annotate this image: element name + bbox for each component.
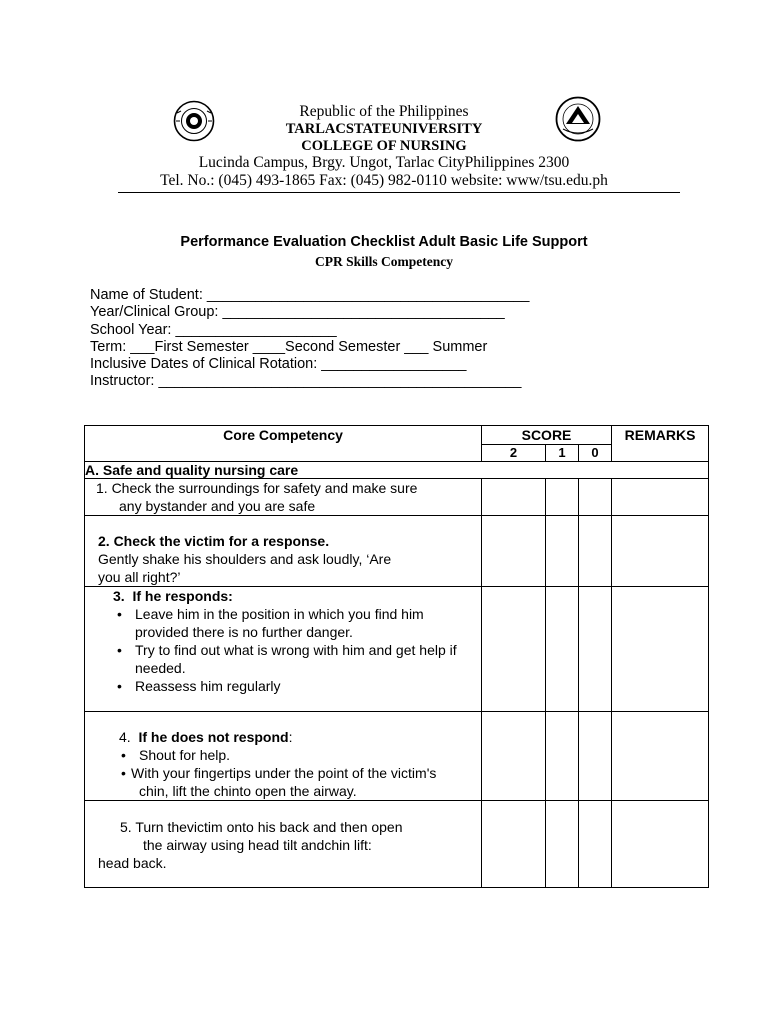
clinical-group-field[interactable]: Year/Clinical Group: ___________________________________ [90,304,505,320]
item-4-title: If he does not respond [138,729,289,745]
table-row [85,801,709,888]
item-1-score-0[interactable] [579,479,612,516]
item-1-remarks[interactable] [612,479,709,516]
rotation-dates-field[interactable]: Inclusive Dates of Clinical Rotation: __________________ [90,356,467,372]
student-name-field[interactable]: Name of Student: ________________________________________ [90,287,530,303]
item-3-title: If he responds: [132,588,233,604]
item-4-score-2[interactable] [482,712,546,801]
header-divider [118,192,680,193]
table-row [85,516,709,587]
item-4-bullet-1: • Shout for help. [117,746,481,764]
item-5-remarks[interactable] [612,801,709,888]
item-1-score-1[interactable] [546,479,579,516]
item-4-bullet-2-line1: • With your fingertips under the point of the victim's [131,765,437,781]
header-score: SCORE [482,426,612,445]
page-subtitle: CPR Skills Competency [315,254,453,269]
header-address: Lucinda Campus, Brgy. Ungot, Tarlac CityPhilippines 2300 [198,154,570,171]
item-3-bullet-2: • Try to find out what is wrong with him and get help if needed. [113,641,458,677]
item-4-bullet-2-line2: chin, lift the chinto open the airway. [139,783,357,799]
remarks-subheader [612,445,709,462]
item-3-bullet-3: • Reassess him regularly [113,677,458,695]
score-0-header: 0 [579,445,612,462]
item-4-bullets [117,746,481,800]
competency-table [84,425,709,888]
section-a-heading: A. Safe and quality nursing care [85,462,709,479]
item-4-colon: : [288,729,293,745]
item-5-score-0[interactable] [579,801,612,888]
item-5-line2: the airway using head tilt andchin lift: [143,837,372,853]
item-4-score-0[interactable] [579,712,612,801]
item-4-remarks[interactable] [612,712,709,801]
item-3-bullets [113,605,458,695]
item-1-line1: 1. Check the surroundings for safety and make sure [96,480,418,496]
table-row [85,587,709,712]
instructor-field[interactable]: Instructor: _____________________________________________ [90,373,522,389]
item-4-number: 4. [119,729,131,745]
item-2-score-2[interactable] [482,516,546,587]
header-contact: Tel. No.: (045) 493-1865 Fax: (045) 982-0110 website: www/tsu.edu.ph [160,172,608,189]
score-1-header: 1 [546,445,579,462]
table-row [85,479,709,516]
item-5-line1: 5. Turn thevictim onto his back and then open [120,819,403,835]
item-2-remarks[interactable] [612,516,709,587]
header-university: TARLACSTATEUNIVERSITY [285,121,483,137]
item-3-score-0[interactable] [579,587,612,712]
item-3-heading [113,587,481,605]
item-5-score-1[interactable] [546,801,579,888]
item-5-line3: head back. [98,855,167,871]
page-title: Performance Evaluation Checklist Adult Basic Life Support [180,234,588,250]
item-2-title: 2. Check the victim for a response. [98,533,330,549]
item-1-line2: any bystander and you are safe [119,498,316,514]
item-4-score-1[interactable] [546,712,579,801]
item-3-score-1[interactable] [546,587,579,712]
item-2-score-1[interactable] [546,516,579,587]
item-3-number: 3. [113,588,125,604]
item-2-line1: Gently shake his shoulders and ask loudly, ‘Are [98,551,392,567]
header-college: COLLEGE OF NURSING [301,138,467,154]
header-remarks: REMARKS [612,426,709,445]
item-2-score-0[interactable] [579,516,612,587]
item-4-heading [119,728,481,746]
item-2-line2: you all right?’ [98,569,181,585]
item-5-text [85,801,482,888]
item-3-remarks[interactable] [612,587,709,712]
item-3-text [85,587,482,712]
item-4-bullet-2 [117,764,481,800]
item-1-text [85,479,482,516]
item-1-score-2[interactable] [482,479,546,516]
item-3-bullet-1: • Leave him in the position in which you find him provided there is no further danger. [113,605,458,641]
item-5-score-2[interactable] [482,801,546,888]
header-country: Republic of the Philippines [299,103,469,120]
term-field[interactable]: Term: ___First Semester ____Second Semester ___ Summer [90,339,488,355]
item-3-score-2[interactable] [482,587,546,712]
item-4-text [85,712,482,801]
item-2-text [85,516,482,587]
header-core-competency: Core Competency [85,426,482,462]
table-row [85,712,709,801]
score-2-header: 2 [482,445,546,462]
school-year-field[interactable]: School Year: ____________________ [90,322,337,338]
